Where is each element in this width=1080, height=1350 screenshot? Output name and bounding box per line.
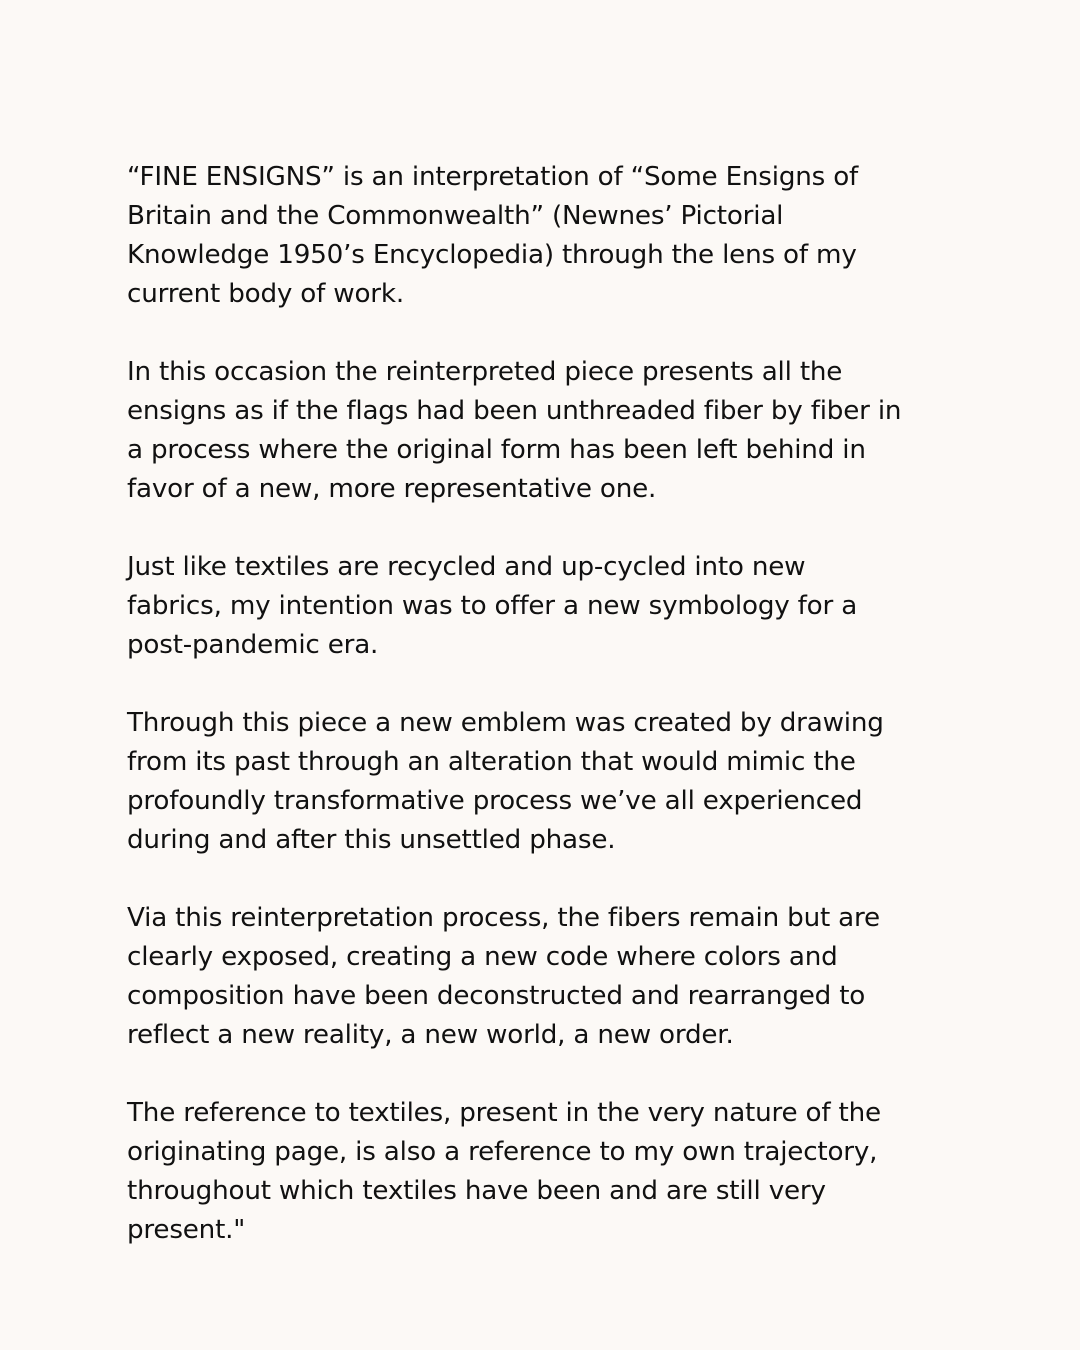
text-line: favor of a new, more representative one. <box>127 474 657 504</box>
text-line: Through this piece a new emblem was created by drawing <box>127 708 884 738</box>
text-line: post-pandemic era. <box>127 630 379 660</box>
text-line: current body of work. <box>127 279 404 309</box>
text-line: clearly exposed, creating a new code where colors and <box>127 942 838 972</box>
text-line: present." <box>127 1215 246 1245</box>
text-line: Britain and the Commonwealth” (Newnes’ Pictorial <box>127 201 784 231</box>
text-line: The reference to textiles, present in the very nature of the <box>127 1098 881 1128</box>
paragraph-intro <box>127 158 967 314</box>
paragraph-textiles-recycled <box>127 548 967 665</box>
text-line: “FINE ENSIGNS” is an interpretation of “Some Ensigns of <box>127 162 859 192</box>
text-line: ensigns as if the flags had been unthreaded fiber by fiber in <box>127 396 902 426</box>
text-line: Via this reinterpretation process, the fibers remain but are <box>127 903 880 933</box>
text-line: originating page, is also a reference to my own trajectory, <box>127 1137 878 1167</box>
paragraph-reinterpreted-piece <box>127 353 967 509</box>
text-line: composition have been deconstructed and rearranged to <box>127 981 866 1011</box>
paragraph-new-emblem <box>127 704 967 860</box>
text-line: during and after this unsettled phase. <box>127 825 616 855</box>
artist-statement <box>127 158 967 1250</box>
text-line: a process where the original form has been left behind in <box>127 435 866 465</box>
text-line: reflect a new reality, a new world, a new order. <box>127 1020 734 1050</box>
paragraph-fibers-exposed <box>127 899 967 1055</box>
text-line: Knowledge 1950’s Encyclopedia) through the lens of my <box>127 240 857 270</box>
text-line: Just like textiles are recycled and up-cycled into new <box>127 552 806 582</box>
text-line: throughout which textiles have been and are still very <box>127 1176 826 1206</box>
paragraph-textiles-trajectory <box>127 1094 967 1250</box>
text-line: profoundly transformative process we’ve all experienced <box>127 786 863 816</box>
text-line: from its past through an alteration that would mimic the <box>127 747 856 777</box>
text-line: In this occasion the reinterpreted piece presents all the <box>127 357 843 387</box>
text-line: fabrics, my intention was to offer a new symbology for a <box>127 591 858 621</box>
